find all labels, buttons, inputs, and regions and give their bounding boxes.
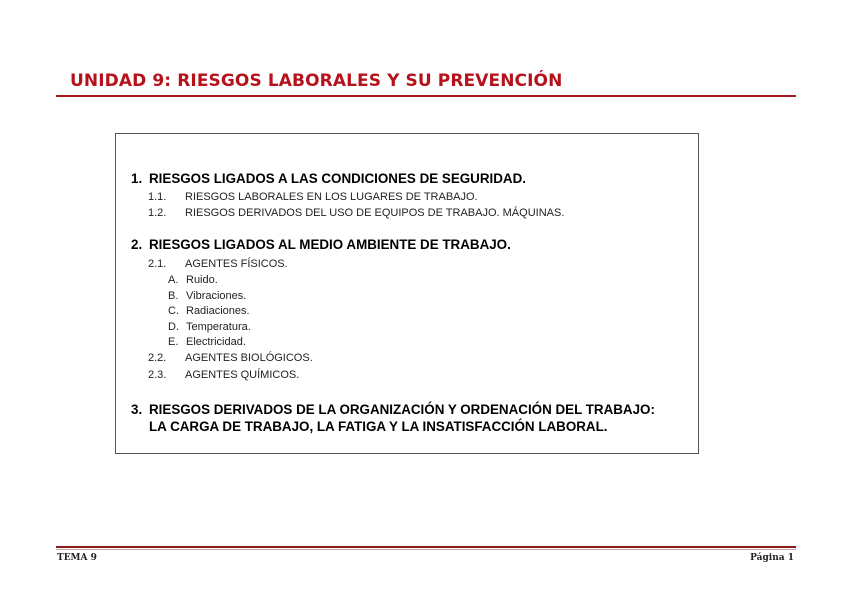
- toc-section-label: RIESGOS LIGADOS AL MEDIO AMBIENTE DE TRABAJO.: [149, 237, 511, 252]
- toc-subsection-number: 2.2.: [148, 352, 167, 364]
- toc-item-letter: C.: [168, 305, 179, 317]
- toc-section-2: [131, 237, 511, 252]
- toc-section-1: [131, 171, 526, 186]
- toc-item-label: Temperatura.: [186, 321, 251, 333]
- toc-subsection-2-1: [148, 258, 288, 270]
- toc-subsection-1-1: [148, 191, 478, 203]
- toc-subsection-number: 2.1.: [148, 258, 167, 270]
- toc-item-b: [168, 290, 246, 302]
- toc-subsection-label: RIESGOS DERIVADOS DEL USO DE EQUIPOS DE TRABAJO. MÁQUINAS.: [185, 207, 565, 219]
- toc-item-d: [168, 321, 251, 333]
- toc-item-label: Radiaciones.: [186, 305, 250, 317]
- toc-section-3: [131, 402, 655, 417]
- toc-subsection-number: 1.2.: [148, 207, 167, 219]
- toc-section-number: 2.: [131, 237, 143, 252]
- toc-item-e: [168, 336, 246, 348]
- toc-subsection-label: AGENTES BIOLÓGICOS.: [185, 352, 313, 364]
- toc-item-label: Vibraciones.: [186, 290, 247, 302]
- toc-subsection-2-3: [148, 369, 299, 381]
- footer-page-number: Página 1: [750, 553, 794, 563]
- toc-subsection-label: RIESGOS LABORALES EN LOS LUGARES DE TRABAJO.: [185, 191, 478, 203]
- footer-topic: TEMA 9: [57, 553, 97, 563]
- toc-item-c: [168, 305, 250, 317]
- toc-subsection-label: AGENTES FÍSICOS.: [185, 258, 288, 270]
- footer-rule: [56, 546, 796, 548]
- toc-subsection-number: 2.3.: [148, 369, 167, 381]
- toc-item-a: [168, 274, 218, 286]
- toc-item-letter: A.: [168, 274, 179, 286]
- toc-item-letter: E.: [168, 336, 179, 348]
- toc-subsection-2-2: [148, 352, 313, 364]
- footer-rule-thin: [56, 549, 796, 550]
- toc-item-letter: B.: [168, 290, 179, 302]
- toc-item-letter: D.: [168, 321, 179, 333]
- toc-section-number: 3.: [131, 402, 143, 417]
- toc-subsection-number: 1.1.: [148, 191, 167, 203]
- toc-subsection-label: AGENTES QUÍMICOS.: [185, 369, 300, 381]
- page-title: UNIDAD 9: RIESGOS LABORALES Y SU PREVENCIÓN: [70, 71, 563, 91]
- toc-item-label: Electricidad.: [186, 336, 246, 348]
- toc-section-3-continued: LA CARGA DE TRABAJO, LA FATIGA Y LA INSATISFACCIÓN LABORAL.: [149, 419, 608, 434]
- header-rule: [56, 95, 796, 97]
- toc-section-label: RIESGOS DERIVADOS DE LA ORGANIZACIÓN Y ORDENACIÓN DEL TRABAJO:: [149, 402, 655, 417]
- toc-section-number: 1.: [131, 171, 143, 186]
- toc-section-label: RIESGOS LIGADOS A LAS CONDICIONES DE SEGURIDAD.: [149, 171, 526, 186]
- toc-subsection-1-2: [148, 207, 564, 219]
- toc-item-label: Ruido.: [186, 274, 218, 286]
